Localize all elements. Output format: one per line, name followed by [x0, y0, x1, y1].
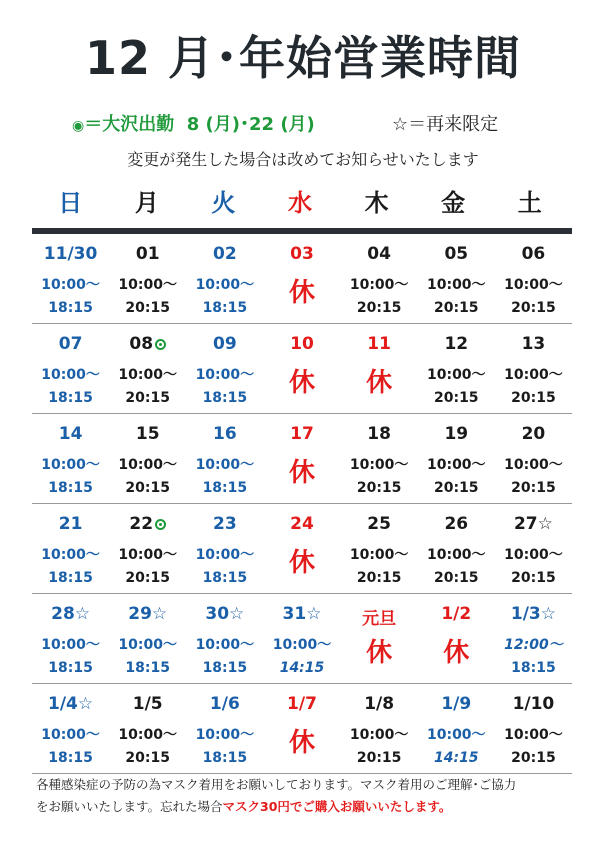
open-time: 10:00〜 — [195, 367, 255, 383]
calendar-day-cell — [495, 504, 572, 593]
weekday-label: 金 — [441, 189, 466, 217]
day-date-text: 06 — [521, 244, 546, 264]
calendar-day-cell — [186, 414, 263, 503]
open-time: 10:00〜 — [504, 547, 563, 563]
day-date-text: 10 — [290, 334, 314, 354]
calendar-week-row — [32, 504, 572, 594]
calendar-day-cell — [263, 234, 340, 323]
calendar-day-cell — [495, 414, 572, 503]
open-time: 10:00〜 — [41, 457, 100, 473]
open-time: 10:00〜 — [349, 727, 409, 743]
day-date-text: 20 — [521, 424, 546, 444]
day-date — [418, 244, 495, 264]
day-date-text: 21 — [58, 514, 83, 534]
day-date — [109, 694, 186, 714]
calendar-day-cell — [263, 594, 340, 683]
open-time: 10:00〜 — [118, 637, 177, 653]
day-date — [341, 244, 418, 264]
day-date — [418, 424, 495, 444]
open-time: 10:00〜 — [349, 277, 409, 293]
day-date-text: 24 — [290, 514, 314, 534]
calendar-day-cell — [186, 234, 263, 323]
calendar-day-cell — [186, 684, 263, 773]
day-date-text: 12 — [444, 334, 469, 354]
day-date — [341, 424, 418, 444]
open-time: 12:00〜 — [504, 637, 563, 653]
open-time: 10:00〜 — [195, 547, 255, 563]
day-date-text: 26 — [444, 514, 469, 534]
open-time: 10:00〜 — [195, 637, 255, 653]
day-date — [341, 694, 418, 714]
open-time: 10:00〜 — [426, 457, 486, 473]
day-date — [263, 244, 340, 264]
day-date — [495, 334, 572, 354]
day-date — [32, 334, 109, 354]
day-date — [109, 514, 186, 534]
calendar-day-cell — [495, 594, 572, 683]
day-date-text: 03 — [290, 244, 314, 264]
day-date — [341, 334, 418, 354]
calendar-day-cell — [418, 324, 495, 413]
day-date — [109, 604, 186, 624]
day-date-text: 1/7 — [287, 694, 317, 714]
close-time: 20:15 — [433, 300, 479, 316]
day-date-text: 19 — [444, 424, 469, 444]
close-time: 18:15 — [202, 480, 248, 496]
open-time: 10:00〜 — [426, 727, 486, 743]
calendar-day-cell — [341, 684, 418, 773]
open-time: 10:00〜 — [504, 727, 563, 743]
day-date-text: 07 — [58, 334, 83, 354]
day-date — [418, 334, 495, 354]
green-dot-icon: ◉ — [72, 118, 85, 134]
weekday-label: 土 — [517, 189, 542, 217]
legend-green-text: ＝大沢出勤 — [84, 114, 175, 135]
day-date-text: 31☆ — [282, 604, 322, 624]
weekday-label: 水 — [287, 189, 312, 217]
legend-green-dates: 8 (月)･22 (月) — [186, 114, 315, 135]
calendar-day-cell — [109, 234, 186, 323]
close-time: 20:15 — [356, 570, 402, 586]
close-time: 20:15 — [511, 570, 556, 586]
calendar-day-cell — [186, 594, 263, 683]
day-date-text: 05 — [444, 244, 469, 264]
calendar-day-cell — [32, 234, 109, 323]
calendar-day-cell — [32, 684, 109, 773]
close-time: 20:15 — [511, 750, 556, 766]
day-date — [495, 424, 572, 444]
day-date-text: 1/8 — [364, 694, 395, 714]
close-time: 18:15 — [202, 390, 248, 406]
open-time: 10:00〜 — [426, 547, 486, 563]
day-date — [263, 604, 340, 624]
weekday-label: 月 — [134, 189, 159, 217]
calendar-day-cell — [263, 414, 340, 503]
day-date-text: 11/30 — [43, 244, 98, 264]
calendar-day-cell — [418, 504, 495, 593]
day-date — [341, 604, 418, 629]
calendar-day-cell — [341, 234, 418, 323]
open-time: 10:00〜 — [272, 637, 332, 653]
open-time: 10:00〜 — [41, 547, 100, 563]
open-time: 10:00〜 — [41, 277, 100, 293]
calendar-week-row — [32, 684, 572, 774]
day-date-text: 27☆ — [513, 514, 553, 534]
calendar-day-cell — [495, 234, 572, 323]
day-date — [495, 244, 572, 264]
calendar-day-cell — [341, 594, 418, 683]
day-date-text: 1/4☆ — [48, 694, 94, 714]
day-date — [186, 424, 263, 444]
day-date — [109, 424, 186, 444]
day-date-text: 09 — [213, 334, 237, 354]
day-date-text: 28☆ — [51, 604, 91, 624]
closed-mark: 休 — [288, 458, 315, 488]
close-time: 20:15 — [511, 390, 556, 406]
calendar-week-row — [32, 324, 572, 414]
close-time: 20:15 — [433, 480, 479, 496]
day-date — [186, 334, 263, 354]
open-time: 10:00〜 — [118, 367, 177, 383]
day-date-text: 08 — [129, 334, 154, 354]
open-time: 10:00〜 — [41, 727, 100, 743]
day-date — [186, 604, 263, 624]
calendar-day-cell — [32, 324, 109, 413]
close-time: 14:15 — [279, 660, 325, 676]
footer-note — [36, 774, 576, 818]
day-date-text: 14 — [58, 424, 83, 444]
close-time: 14:15 — [433, 750, 479, 766]
open-time: 10:00〜 — [349, 457, 409, 473]
day-date — [495, 694, 572, 714]
close-time: 18:15 — [202, 750, 248, 766]
day-date — [186, 244, 263, 264]
close-time: 20:15 — [356, 750, 402, 766]
close-time: 18:15 — [48, 750, 93, 766]
close-time: 18:15 — [125, 660, 170, 676]
open-time: 10:00〜 — [195, 727, 255, 743]
calendar-day-cell — [186, 504, 263, 593]
footer-highlight: マスク30円でご購入お願いいたします。 — [222, 799, 452, 814]
day-date-text: 04 — [367, 244, 391, 264]
day-date — [263, 334, 340, 354]
green-dot-icon — [155, 339, 166, 350]
day-date-text: 元旦 — [362, 609, 397, 629]
close-time: 18:15 — [48, 480, 93, 496]
close-time: 20:15 — [125, 750, 170, 766]
day-date-text: 18 — [367, 424, 391, 444]
open-time: 10:00〜 — [504, 367, 563, 383]
open-time: 10:00〜 — [195, 457, 255, 473]
close-time: 20:15 — [511, 300, 556, 316]
close-time: 18:15 — [48, 390, 93, 406]
weekday-label: 木 — [364, 189, 389, 217]
day-date-text: 1/9 — [441, 694, 472, 714]
day-date — [32, 514, 109, 534]
open-time: 10:00〜 — [41, 367, 100, 383]
day-date — [32, 424, 109, 444]
close-time: 20:15 — [125, 570, 170, 586]
calendar-day-cell — [341, 504, 418, 593]
calendar-day-cell — [32, 414, 109, 503]
footer-line-1: 各種感染症の予防の為マスク着用をお願いしております。マスク着用のご理解･ご協力 — [36, 777, 517, 792]
day-date-text: 15 — [135, 424, 160, 444]
weekday-label: 日 — [58, 189, 83, 217]
footer-line-2 — [36, 796, 576, 818]
day-date — [495, 604, 572, 624]
green-dot-icon — [155, 519, 166, 530]
calendar-day-cell — [341, 324, 418, 413]
day-date — [32, 604, 109, 624]
day-date — [32, 244, 109, 264]
calendar-day-cell — [109, 324, 186, 413]
calendar-week-row — [32, 234, 572, 324]
close-time: 18:15 — [202, 660, 248, 676]
day-date-text: 1/5 — [132, 694, 163, 714]
day-date-text: 1/2 — [441, 604, 472, 624]
day-date-text: 01 — [135, 244, 160, 264]
closed-mark: 休 — [288, 278, 315, 308]
calendar-day-cell — [109, 594, 186, 683]
closed-mark: 休 — [366, 368, 393, 398]
close-time: 20:15 — [356, 480, 402, 496]
weekday-label: 火 — [211, 189, 236, 217]
day-date — [418, 514, 495, 534]
day-date-text: 02 — [213, 244, 237, 264]
open-time: 10:00〜 — [118, 727, 177, 743]
calendar-day-cell — [263, 504, 340, 593]
close-time: 18:15 — [48, 300, 93, 316]
open-time: 10:00〜 — [504, 457, 563, 473]
open-time: 10:00〜 — [118, 277, 177, 293]
day-date-text: 1/10 — [512, 694, 555, 714]
open-time: 10:00〜 — [426, 367, 486, 383]
day-date-text: 13 — [521, 334, 546, 354]
closed-mark: 休 — [288, 368, 315, 398]
calendar-day-cell — [109, 684, 186, 773]
day-date-text: 1/6 — [209, 694, 240, 714]
open-time: 10:00〜 — [118, 457, 177, 473]
close-time: 20:15 — [356, 300, 402, 316]
weekday-header — [32, 183, 568, 215]
close-time: 20:15 — [125, 300, 170, 316]
close-time: 20:15 — [433, 570, 479, 586]
calendar-day-cell — [109, 414, 186, 503]
calendar-day-cell — [109, 504, 186, 593]
close-time: 20:15 — [125, 480, 170, 496]
calendar-day-cell — [32, 504, 109, 593]
day-date — [186, 694, 263, 714]
calendar-day-cell — [418, 594, 495, 683]
open-time: 10:00〜 — [426, 277, 486, 293]
close-time: 18:15 — [202, 570, 248, 586]
closed-mark: 休 — [366, 638, 393, 668]
close-time: 18:15 — [48, 660, 93, 676]
notice-text: 変更が発生した場合は改めてお知らせいたします — [127, 150, 479, 169]
footer-line-2-text: をお願いいたします。忘れた場合 — [36, 799, 223, 814]
day-date-text: 1/3☆ — [510, 604, 556, 624]
day-date — [495, 514, 572, 534]
calendar-day-cell — [418, 414, 495, 503]
day-date — [263, 424, 340, 444]
legend-green — [72, 110, 315, 136]
calendar-day-cell — [186, 324, 263, 413]
open-time: 10:00〜 — [41, 637, 100, 653]
close-time: 18:15 — [202, 300, 248, 316]
open-time: 10:00〜 — [195, 277, 255, 293]
closed-mark: 休 — [443, 638, 470, 668]
day-date-text: 17 — [290, 424, 314, 444]
closed-mark: 休 — [288, 728, 315, 758]
calendar-day-cell — [32, 594, 109, 683]
calendar-day-cell — [495, 324, 572, 413]
close-time: 20:15 — [125, 390, 170, 406]
day-date-text: 23 — [213, 514, 237, 534]
calendar-day-cell — [418, 234, 495, 323]
close-time: 18:15 — [511, 660, 556, 676]
day-date — [186, 514, 263, 534]
legend-star: ☆＝再来限定 — [392, 114, 499, 135]
close-time: 20:15 — [433, 390, 479, 406]
day-date — [32, 694, 109, 714]
calendar-day-cell — [263, 684, 340, 773]
day-date — [109, 244, 186, 264]
day-date-text: 29☆ — [128, 604, 168, 624]
day-date — [341, 514, 418, 534]
day-date — [418, 694, 495, 714]
calendar-day-cell — [341, 414, 418, 503]
day-date — [418, 604, 495, 624]
legend — [0, 110, 606, 136]
open-time: 10:00〜 — [118, 547, 177, 563]
day-date-text: 25 — [367, 514, 391, 534]
closed-mark: 休 — [288, 548, 315, 578]
close-time: 18:15 — [48, 570, 93, 586]
close-time: 20:15 — [511, 480, 556, 496]
open-time: 10:00〜 — [504, 277, 563, 293]
calendar-day-cell — [418, 684, 495, 773]
page-title: 12 月･年始営業時間 — [84, 31, 522, 85]
day-date — [109, 334, 186, 354]
day-date — [263, 694, 340, 714]
day-date-text: 30☆ — [205, 604, 245, 624]
calendar-day-cell — [263, 324, 340, 413]
calendar-week-row — [32, 594, 572, 684]
calendar-week-row — [32, 414, 572, 504]
open-time: 10:00〜 — [349, 547, 409, 563]
day-date — [263, 514, 340, 534]
calendar-grid — [32, 234, 572, 774]
day-date-text: 22 — [129, 514, 154, 534]
day-date-text: 16 — [213, 424, 237, 444]
calendar-day-cell — [495, 684, 572, 773]
day-date-text: 11 — [367, 334, 391, 354]
